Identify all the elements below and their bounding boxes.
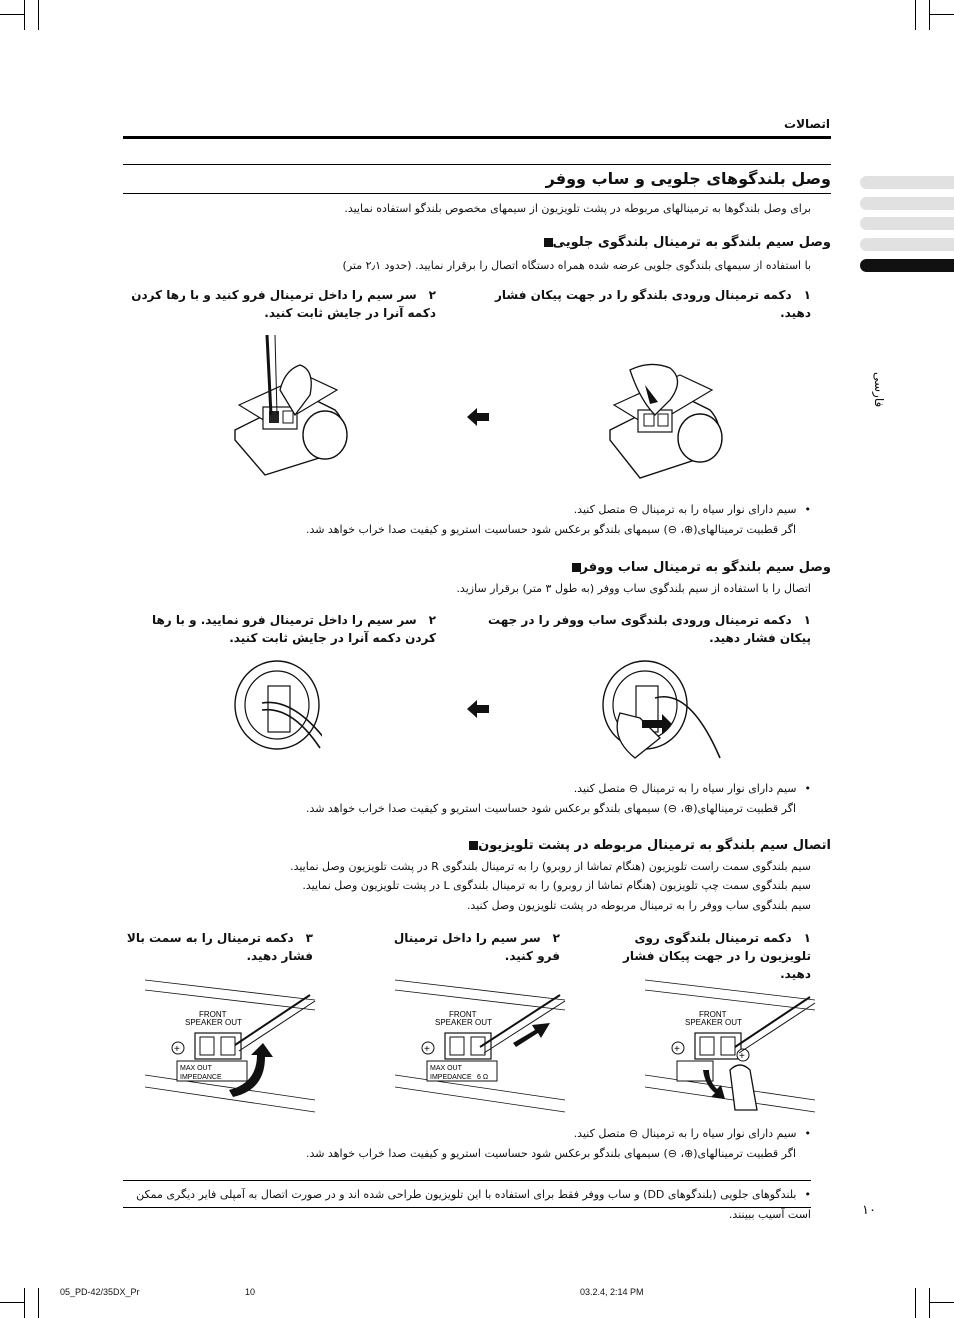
side-tab: [860, 238, 954, 251]
step-text: دکمه ترمینال را به سمت بالا فشار دهید.: [126, 931, 313, 963]
intro-text: برای وصل بلندگوها به ترمینالهای مربوطه در پشت تلویزیون از سیمهای مخصوص بلندگو استفاده نمایید.: [344, 202, 811, 215]
title-top-rule: [123, 164, 831, 165]
svg-text:IMPEDANCE: IMPEDANCE: [430, 1074, 472, 1081]
svg-text:FRONT: FRONT: [699, 1010, 727, 1019]
step-text: دکمه ترمینال ورودی بلندگو را در جهت پیکان فشار دهید.: [494, 288, 811, 320]
panel-speaker-out-label: SPEAKER OUT: [185, 1018, 242, 1027]
step-number: ۳: [305, 931, 313, 945]
svg-text:+: +: [174, 1044, 180, 1055]
step-number: ۲: [552, 931, 560, 945]
arrow-left-icon: [467, 408, 489, 426]
svg-text:MAX OUT: MAX OUT: [430, 1065, 462, 1072]
front-illustration-step1: [600, 360, 730, 490]
panel-max-out-label: MAX OUT: [180, 1065, 212, 1072]
step-number: ۱: [803, 613, 811, 627]
step-text: دکمه ترمینال ورودی بلندگوی ساب ووفر را در جهت پیکان فشار دهید.: [487, 613, 811, 645]
crop-mark: [24, 0, 25, 30]
tv-heading: [400, 838, 831, 853]
front-bullet-1: • سیم دارای نوار سیاه را به ترمینال ⊖ متصل کنید.: [300, 500, 811, 520]
print-footer-file: 05_PD-42/35DX_Pr: [60, 1287, 140, 1297]
print-footer-date: 03.2.4, 2:14 PM: [580, 1287, 644, 1297]
tv-step-3: [123, 929, 313, 965]
crop-mark: [929, 0, 930, 30]
tv-line-3: سیم بلندگوی ساب ووفر را به ترمینال مربوطه در پشت تلویزیون وصل کنید.: [466, 899, 811, 912]
crop-mark: [929, 1288, 930, 1318]
crop-mark: [930, 1302, 954, 1303]
square-bullet-icon: [572, 563, 581, 572]
front-note: با استفاده از سیمهای بلندگوی جلویی عرضه شده همراه دستگاه اتصال را برقرار نمایید. (حدود ۲٫۱ متر): [342, 259, 811, 272]
crop-mark: [24, 1288, 25, 1318]
crop-mark: [915, 0, 916, 30]
step-text: دکمه ترمینال بلندگوی روی تلویزیون را در جهت پیکان فشار دهید.: [622, 931, 811, 981]
crop-mark: [38, 0, 39, 30]
panel-ohm-label: 6 Ω: [477, 1074, 489, 1081]
svg-text:+: +: [424, 1044, 430, 1055]
side-tab-active: [860, 259, 954, 272]
svg-text:+: +: [739, 1051, 745, 1062]
panel-front-label: FRONT: [199, 1010, 227, 1019]
sub-illustration-step1: [600, 658, 730, 768]
step-text: سر سیم را داخل ترمینال فرو نمایید. و با رها کردن دکمه آنرا در جایش ثابت کنید.: [151, 613, 436, 645]
footnote: • بلندگوهای جلویی (بلندگوهای DD) و ساب ووفر فقط برای استفاده با این تلویزیون طراحی شده اند و در صورت اتصال به آمپلی فایر دیگری ممکن است آسیب ببینند.: [123, 1185, 811, 1225]
front-step-2: [123, 286, 436, 322]
step-text: سر سیم را داخل ترمینال فرو کنید و با رها کردن دکمه آنرا در جایش ثابت کنید.: [131, 288, 436, 320]
front-bullet-2: اگر قطبیت ترمینالهای(⊕، ⊖) سیمهای بلندگو برعکس شود حساسیت استریو و کیفیت صدا خراب خواهد شد.: [305, 523, 796, 536]
tv-line-2: سیم بلندگوی سمت چپ تلویزیون (هنگام تماشا از روبرو) را به ترمینال بلندگوی L در پشت تلویزیون وصل نمایید.: [302, 879, 811, 892]
title-bottom-rule: [123, 193, 831, 194]
crop-mark: [0, 1302, 24, 1303]
tv-bullet-1: • سیم دارای نوار سیاه را به ترمینال ⊖ متصل کنید.: [300, 1124, 811, 1144]
tv-heading-text: اتصال سیم بلندگو به ترمینال مربوطه در پشت تلویزیون: [478, 838, 831, 853]
sub-heading: [400, 560, 831, 575]
footnote-top-rule: [123, 1180, 811, 1181]
page-title: وصل بلندگوهای جلویی و ساب ووفر: [545, 169, 831, 188]
tv-panel-illustration-step2: [395, 975, 570, 1120]
sub-step-2: [123, 611, 436, 647]
side-language-label: فارسی: [872, 372, 886, 408]
tv-panel-illustration-step1: [645, 975, 820, 1120]
section-header: اتصالات: [784, 117, 830, 131]
sub-step-1: [470, 611, 811, 647]
page-number: ۱۰: [862, 1203, 876, 1218]
front-illustration-step2: [225, 335, 355, 485]
tv-panel-illustration-step3: [145, 975, 320, 1120]
sub-bullet-1: • سیم دارای نوار سیاه را به ترمینال ⊖ متصل کنید.: [300, 779, 811, 799]
step-number: ۱: [803, 931, 811, 945]
step-number: ۲: [428, 288, 436, 302]
arrow-left-icon: [467, 700, 489, 718]
svg-text:SPEAKER OUT: SPEAKER OUT: [685, 1018, 742, 1027]
sub-heading-text: وصل سیم بلندگو به ترمینال ساب ووفر: [580, 560, 831, 575]
svg-text:FRONT: FRONT: [449, 1010, 477, 1019]
crop-mark: [930, 14, 954, 15]
svg-text:SPEAKER OUT: SPEAKER OUT: [435, 1018, 492, 1027]
sub-illustration-step2: [232, 658, 322, 753]
header-rule: [123, 136, 831, 139]
front-heading-text: وصل سیم بلندگو به ترمینال بلندگوی جلویی: [552, 235, 831, 250]
side-tab: [860, 197, 954, 210]
sub-bullet-2: اگر قطبیت ترمینالهای(⊕، ⊖) سیمهای بلندگو برعکس شود حساسیت استریو و کیفیت صدا خراب خواهد شد.: [305, 802, 796, 815]
crop-mark: [0, 14, 24, 15]
footnote-bottom-rule: [123, 1207, 811, 1208]
square-bullet-icon: [469, 841, 478, 850]
tv-step-2: [380, 929, 560, 965]
side-tab: [860, 217, 954, 230]
step-number: ۲: [428, 613, 436, 627]
front-heading: [400, 235, 831, 250]
front-step-1: [480, 286, 811, 322]
svg-text:+: +: [674, 1044, 680, 1055]
side-tab: [860, 176, 954, 189]
step-number: ۱: [803, 288, 811, 302]
crop-mark: [38, 1288, 39, 1318]
step-text: سر سیم را داخل ترمینال فرو کنید.: [393, 931, 560, 963]
square-bullet-icon: [544, 238, 553, 247]
sub-note: اتصال را با استفاده از سیم بلندگوی ساب ووفر (به طول ۳ متر) برقرار سازید.: [456, 582, 811, 595]
tv-bullet-2: اگر قطبیت ترمینالهای(⊕، ⊖) سیمهای بلندگو برعکس شود حساسیت استریو و کیفیت صدا خراب خواهد شد.: [305, 1147, 796, 1160]
print-footer-page: 10: [245, 1287, 256, 1297]
panel-impedance-label: IMPEDANCE: [180, 1074, 222, 1081]
crop-mark: [915, 1288, 916, 1318]
tv-line-1: سیم بلندگوی سمت راست تلویزیون (هنگام تماشا از روبرو) را به ترمینال بلندگوی R در پشت تلویزیون وصل نمایید.: [290, 860, 811, 873]
